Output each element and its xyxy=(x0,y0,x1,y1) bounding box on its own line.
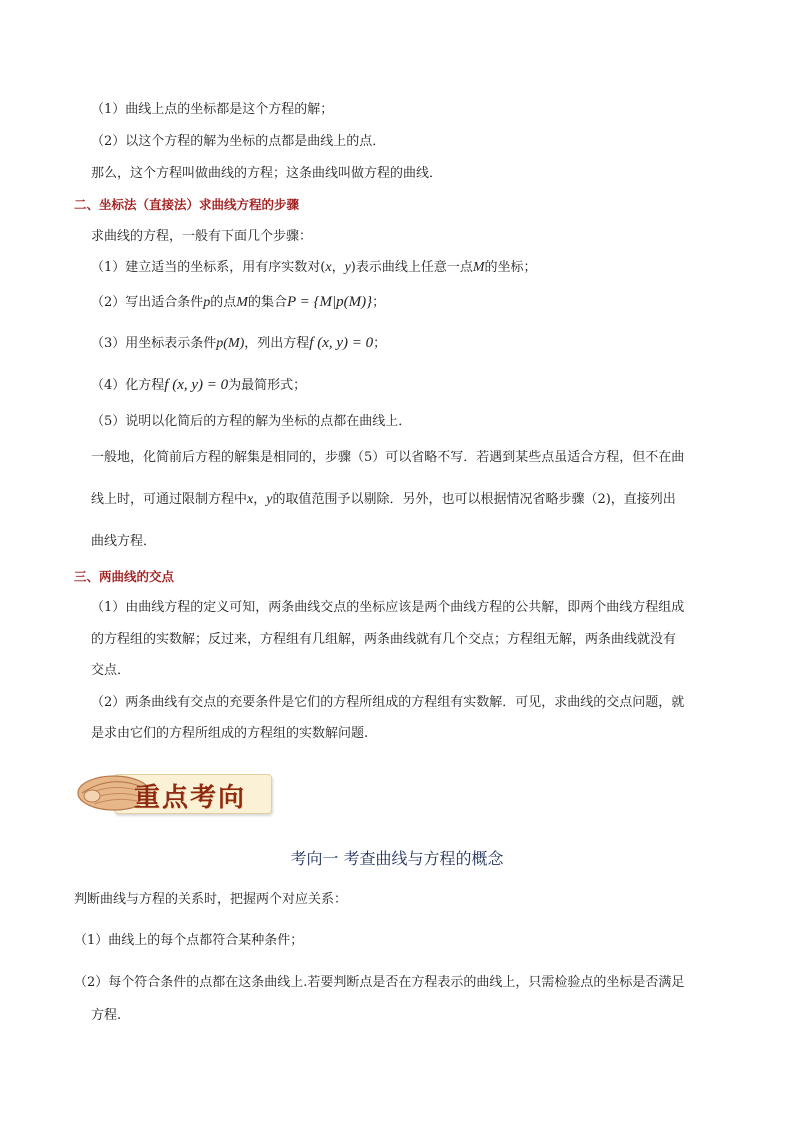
section-3-para-1-line-2: 的方程组的实数解；反过来，方程组有几组解，两条曲线就有几个交点；方程组无解，两条曲线就没有 xyxy=(91,632,677,647)
step-3-text-c: ； xyxy=(373,336,387,351)
section-2-title: 二、坐标法（直接法）求曲线方程的步骤 xyxy=(74,197,300,212)
step-1-text-b: )表示曲线上任意一点 xyxy=(350,260,473,275)
section-3-para-1-line-3: 交点． xyxy=(91,663,131,678)
note-line-2-text-a: 线上时，可通过限制方程中 xyxy=(91,492,248,507)
step-2-text-b: 的点 xyxy=(210,295,237,310)
note-line-2-text-b: 的取值范围予以剔除．另外，也可以根据情况省略步骤（2)，直接列出 xyxy=(272,492,676,507)
banner-text: 重点考向 xyxy=(134,783,247,813)
note-line-2-var-x: x xyxy=(247,492,254,507)
step-2-var-M: M xyxy=(236,295,248,310)
step-2-var-p: p xyxy=(203,295,211,310)
definition-item-2: （2）以这个方程的解为坐标的点都是曲线上的点． xyxy=(91,134,386,149)
step-1-text-c: 的坐标； xyxy=(484,260,537,275)
step-2-text-a: （2）写出适合条件 xyxy=(91,295,204,310)
step-3 xyxy=(91,334,386,353)
step-4-text-a: （4）化方程 xyxy=(91,378,165,393)
step-1-comma: ， xyxy=(331,260,345,275)
definition-item-1: （1）曲线上点的坐标都是这个方程的解； xyxy=(91,102,334,117)
note-line-3: 曲线方程． xyxy=(91,534,157,549)
section-3-para-2-line-1: （2）两条曲线有交点的充要条件是它们的方程所组成的方程组有实数解．可见，求曲线的交点问题，就 xyxy=(91,695,685,710)
section-3-para-2-line-2: 是求由它们的方程所组成的方程组的实数解问题. xyxy=(91,726,369,741)
step-2-text-d: ； xyxy=(372,295,386,310)
step-4-formula: f (x, y) = 0 xyxy=(164,377,229,393)
section-3-title: 三、两曲线的交点 xyxy=(74,569,175,584)
kaoxiang-1-item-2-line-1: （2）每个符合条件的点都在这条曲线上.若要判断点是否在方程表示的曲线上，只需检验点的坐标是否满足 xyxy=(74,975,685,990)
step-2-formula: P = {M|p(M)} xyxy=(286,294,373,310)
step-1-var-x: x xyxy=(325,260,332,275)
note-line-2-comma: ， xyxy=(253,492,267,507)
step-2-text-c: 的集合 xyxy=(247,295,287,310)
kaoxiang-1-item-2-line-2: 方程. xyxy=(91,1008,122,1023)
key-topics-banner xyxy=(74,766,274,816)
step-1-text-a: （1）建立适当的坐标系，用有序实数对( xyxy=(91,260,326,275)
kaoxiang-1-item-1: （1）曲线上的每个点都符合某种条件； xyxy=(74,933,304,948)
note-line-2-var-y: y xyxy=(266,492,273,507)
step-4-text-b: 为最简形式； xyxy=(228,378,307,393)
kaoxiang-1-intro: 判断曲线与方程的关系时，把握两个对应关系： xyxy=(74,892,348,907)
definition-conclusion: 那么，这个方程叫做曲线的方程；这条曲线叫做方程的曲线． xyxy=(91,166,443,181)
step-3-var-pM: p(M) xyxy=(216,336,245,351)
kaoxiang-1-title: 考向一 考查曲线与方程的概念 xyxy=(290,849,504,868)
step-2 xyxy=(91,293,385,312)
step-1-var-y: y xyxy=(344,260,351,275)
step-4 xyxy=(91,376,306,395)
step-3-text-a: （3）用坐标表示条件 xyxy=(91,336,217,351)
step-3-formula: f (x, y) = 0 xyxy=(309,335,374,351)
step-5: （5）说明以化简后的方程的解为坐标的点都在曲线上． xyxy=(91,414,412,429)
section-2-intro: 求曲线的方程，一般有下面几个步骤： xyxy=(91,229,313,244)
section-3-para-1-line-1: （1）由曲线方程的定义可知，两条曲线交点的坐标应该是两个曲线方程的公共解，即两个曲线方程组成 xyxy=(91,600,685,615)
note-line-1: 一般地，化简前后方程的解集是相同的，步骤（5）可以省略不写．若遇到某些点虽适合方程，但不在曲 xyxy=(91,450,685,465)
step-3-text-b: ，列出方程 xyxy=(244,336,310,351)
step-1 xyxy=(91,259,537,277)
note-line-2 xyxy=(91,491,676,509)
step-1-var-M: M xyxy=(472,260,485,275)
